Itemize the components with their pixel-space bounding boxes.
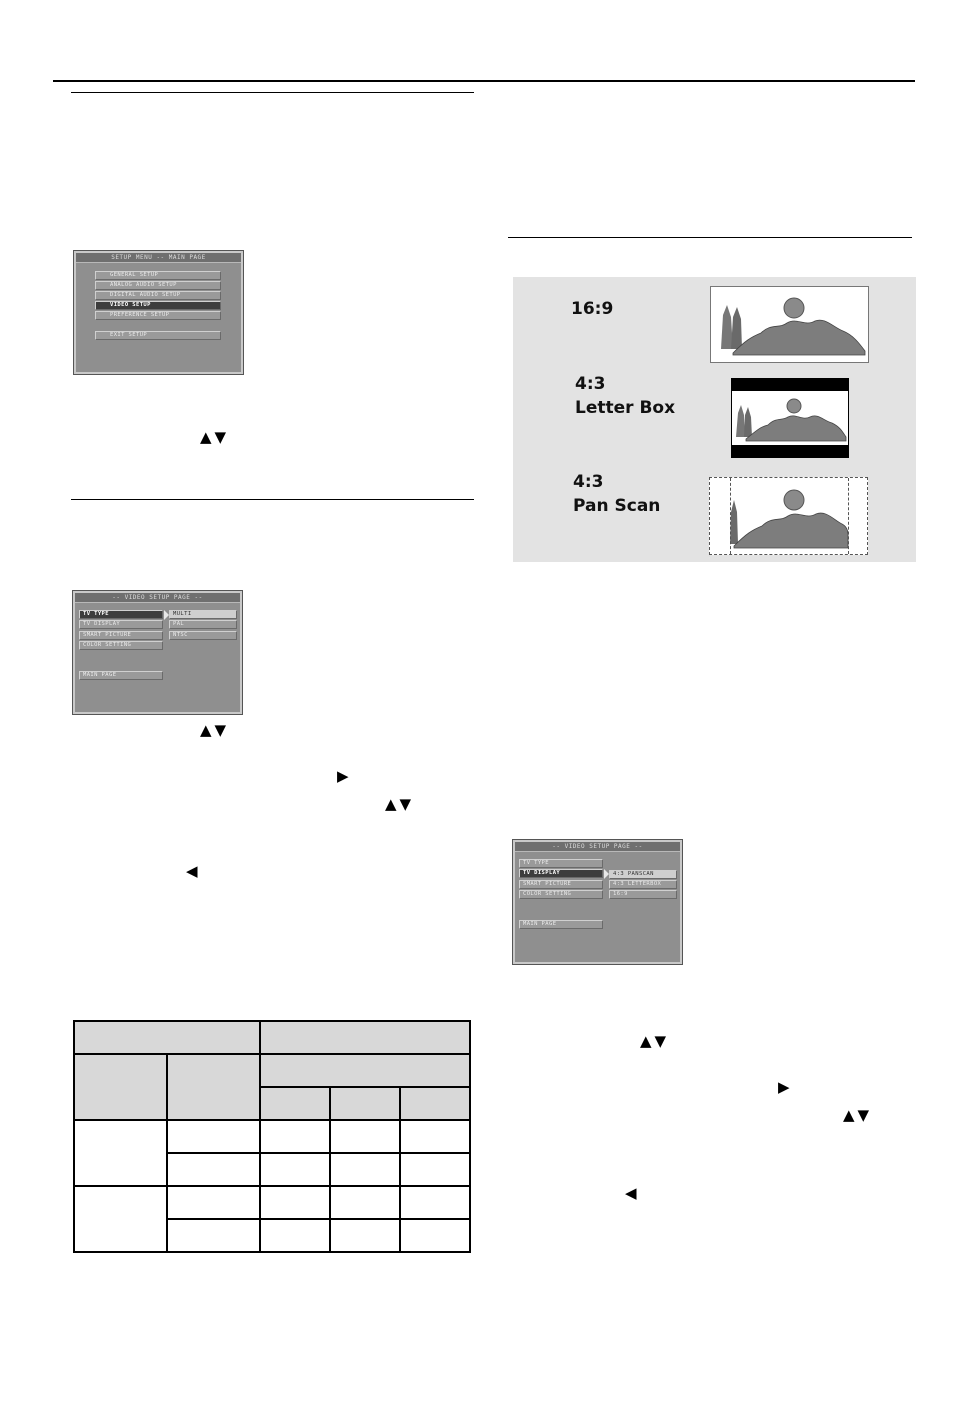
panscan-crop-right	[848, 478, 849, 554]
option-multi[interactable]: MULTI	[169, 610, 237, 619]
menu-item-exit-setup[interactable]: EXIT SETUP	[95, 331, 221, 340]
left-arrow-icon: ◀	[625, 1184, 640, 1202]
right-arrow-icon: ▶	[778, 1078, 793, 1096]
table-header-cell	[167, 1054, 260, 1120]
label-pan-scan: Pan Scan	[573, 496, 661, 516]
table-header-cell	[400, 1087, 470, 1120]
landscape-illustration	[710, 478, 867, 554]
table-cell	[167, 1186, 260, 1219]
left-section-rule-2	[71, 499, 474, 500]
table-cell	[74, 1186, 167, 1252]
table-cell	[400, 1120, 470, 1153]
option-4-3-panscan[interactable]: 4:3 PANSCAN	[609, 870, 677, 879]
table-cell	[400, 1186, 470, 1219]
menu-item-preference-setup[interactable]: PREFERENCE SETUP	[95, 311, 221, 320]
table-header-cell	[74, 1054, 167, 1120]
osd-title: -- VIDEO SETUP PAGE --	[75, 593, 240, 603]
table-header-cell	[260, 1087, 330, 1120]
letterbox-bottom-bar	[732, 445, 848, 457]
landscape-illustration	[711, 287, 868, 362]
tv-type-menu-screen	[73, 591, 242, 714]
menu-item-main-page[interactable]: MAIN PAGE	[519, 920, 603, 929]
left-section-rule-1	[71, 92, 474, 93]
option-4-3-letterbox[interactable]: 4:3 LETTERBOX	[609, 880, 677, 889]
right-section-rule	[508, 237, 912, 238]
label-letter-box: Letter Box	[575, 398, 676, 418]
menu-item-tv-display[interactable]: TV DISPLAY	[519, 869, 603, 878]
menu-item-digital-audio-setup[interactable]: DIGITAL AUDIO SETUP	[95, 291, 221, 300]
option-pal[interactable]: PAL	[169, 620, 237, 629]
up-down-arrow-icon: ▲▼	[200, 428, 230, 446]
table-header-cell	[260, 1054, 470, 1087]
label-16-9: 16:9	[571, 299, 614, 319]
table-header-cell	[74, 1021, 260, 1054]
table-cell	[260, 1219, 330, 1252]
up-down-arrow-icon: ▲▼	[385, 795, 415, 813]
table-cell	[400, 1153, 470, 1186]
letterbox-top-bar	[732, 379, 848, 391]
table-cell	[330, 1120, 400, 1153]
up-down-arrow-icon: ▲▼	[200, 721, 230, 739]
table-cell	[260, 1120, 330, 1153]
osd-title: SETUP MENU -- MAIN PAGE	[76, 253, 241, 263]
table-row	[74, 1186, 470, 1219]
menu-item-tv-display[interactable]: TV DISPLAY	[79, 620, 163, 629]
table-cell	[167, 1153, 260, 1186]
panscan-crop-left	[730, 478, 731, 554]
landscape-illustration	[732, 391, 848, 445]
table-cell	[167, 1219, 260, 1252]
table-cell	[260, 1186, 330, 1219]
menu-item-analog-audio-setup[interactable]: ANALOG AUDIO SETUP	[95, 281, 221, 290]
menu-item-main-page[interactable]: MAIN PAGE	[79, 671, 163, 680]
osd-title: -- VIDEO SETUP PAGE --	[515, 842, 680, 852]
menu-item-tv-type[interactable]: TV TYPE	[519, 859, 603, 868]
aspect-ratio-figure	[513, 277, 916, 562]
table-header-cell	[330, 1087, 400, 1120]
table-cell	[400, 1219, 470, 1252]
table-header-cell	[260, 1021, 470, 1054]
setup-main-menu-screen	[74, 251, 243, 374]
option-16-9[interactable]: 16:9	[609, 890, 677, 899]
letterbox-picture	[731, 378, 849, 458]
top-rule	[53, 80, 915, 82]
left-arrow-icon: ◀	[186, 862, 201, 880]
up-down-arrow-icon: ▲▼	[843, 1106, 873, 1124]
option-ntsc[interactable]: NTSC	[169, 631, 237, 640]
widescreen-picture	[710, 286, 869, 363]
table-cell	[330, 1186, 400, 1219]
table-cell	[260, 1153, 330, 1186]
label-4-3-letterbox-ratio: 4:3	[575, 374, 606, 394]
menu-item-general-setup[interactable]: GENERAL SETUP	[95, 271, 221, 280]
table-row	[74, 1120, 470, 1153]
menu-item-color-setting[interactable]: COLOR SETTING	[79, 641, 163, 650]
menu-item-color-setting[interactable]: COLOR SETTING	[519, 890, 603, 899]
tv-display-menu-screen	[513, 840, 682, 964]
table-cell	[167, 1120, 260, 1153]
right-arrow-icon: ▶	[337, 767, 352, 785]
label-4-3-panscan-ratio: 4:3	[573, 472, 604, 492]
menu-item-video-setup[interactable]: VIDEO SETUP	[95, 301, 221, 310]
panscan-picture	[709, 477, 868, 555]
up-down-arrow-icon: ▲▼	[640, 1032, 670, 1050]
table-cell	[330, 1219, 400, 1252]
menu-item-smart-picture[interactable]: SMART PICTURE	[519, 880, 603, 889]
menu-item-tv-type[interactable]: TV TYPE	[79, 610, 163, 619]
menu-item-smart-picture[interactable]: SMART PICTURE	[79, 631, 163, 640]
tv-type-compatibility-table	[73, 1020, 471, 1253]
table-cell	[74, 1120, 167, 1186]
table-cell	[330, 1153, 400, 1186]
